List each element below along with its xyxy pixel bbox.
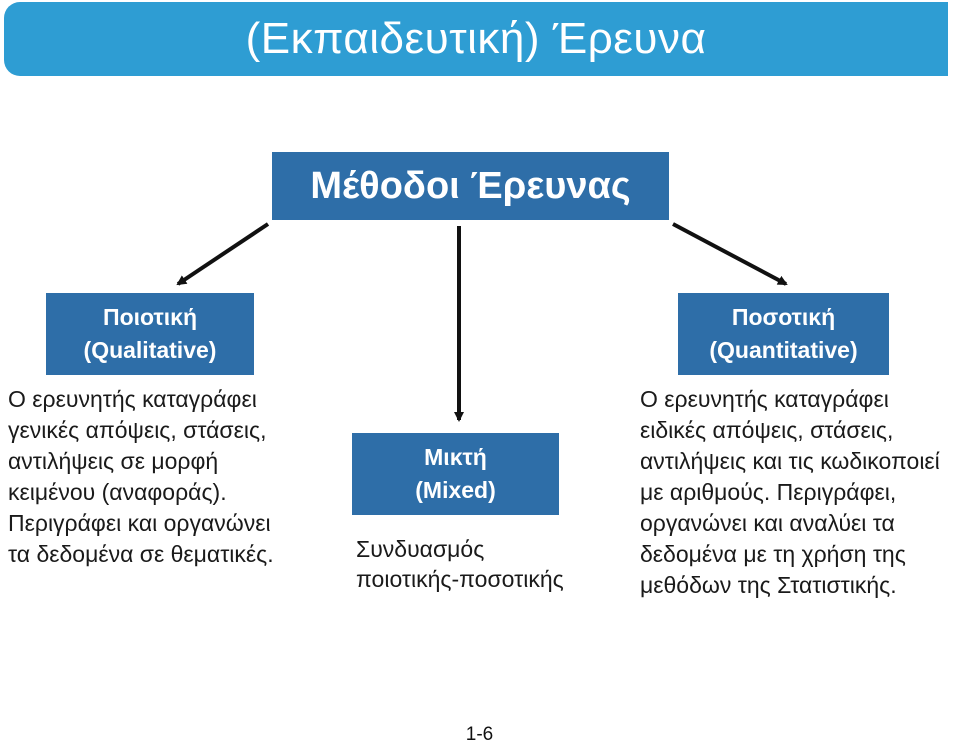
description-line: Ο ερευνητής καταγράφει — [8, 386, 257, 412]
description-line: ποιοτικής-ποσοτικής — [356, 566, 564, 592]
qualitative-english: (Qualitative) — [83, 337, 217, 363]
root-node-label: Μέθοδοι Έρευνας — [310, 164, 631, 207]
qualitative-name: Ποιοτική — [103, 304, 197, 330]
arrow-to-qualitative — [178, 224, 268, 284]
quantitative-name: Ποσοτική — [731, 304, 836, 330]
page-number: 1-6 — [465, 724, 494, 745]
node-quantitative — [678, 293, 889, 375]
node-mixed — [352, 433, 559, 515]
description-line: Ο ερευνητής καταγράφει — [640, 386, 889, 412]
node-qualitative — [46, 293, 254, 375]
qualitative-description — [8, 384, 274, 570]
quantitative-description — [640, 384, 940, 601]
mixed-description — [356, 534, 564, 594]
description-line: Συνδυασμός — [356, 536, 485, 562]
description-line: αντιλήψεις σε μορφή — [8, 448, 219, 474]
description-line: δεδομένα με τη χρήση της — [640, 541, 906, 567]
description-line: μεθόδων της Στατιστικής. — [640, 572, 897, 598]
mixed-english: (Mixed) — [415, 477, 496, 503]
description-line: με αριθμούς. Περιγράφει, — [640, 479, 897, 505]
arrow-to-quantitative — [673, 224, 786, 284]
description-line: ειδικές απόψεις, στάσεις, — [640, 417, 894, 443]
description-line: κειμένου (αναφοράς). — [8, 479, 227, 505]
mixed-name: Μικτή — [424, 444, 487, 470]
description-line: οργανώνει και αναλύει τα — [640, 510, 895, 536]
quantitative-english: (Quantitative) — [709, 337, 858, 363]
description-line: γενικές απόψεις, στάσεις, — [8, 417, 267, 443]
description-line: τα δεδομένα σε θεματικές. — [8, 541, 274, 567]
description-line: αντιλήψεις και τις κωδικοποιεί — [640, 448, 940, 474]
description-line: Περιγράφει και οργανώνει — [8, 510, 271, 536]
root-node-research-methods — [272, 152, 669, 220]
page-title: (Εκπαιδευτική) Έρευνα — [245, 14, 707, 63]
